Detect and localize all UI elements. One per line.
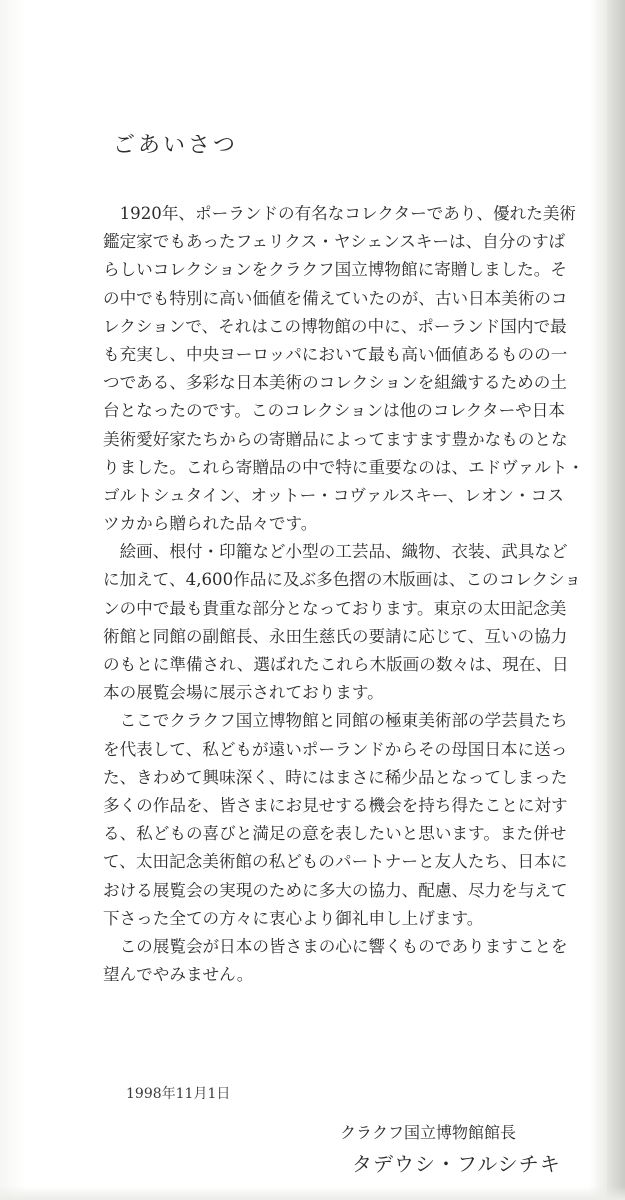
text-line: ここでクラクフ国立博物館と同館の極東美術部の学芸員たち xyxy=(103,711,568,731)
text-line: りました。これら寄贈品の中で特に重要なのは、エドヴァルト・ xyxy=(103,457,585,477)
body-text xyxy=(103,200,593,989)
text-line: に加えて、4,600作品に及ぶ多色摺の木版画は、このコレクショ xyxy=(103,570,581,590)
text-line: おける展覧会の実現のために多大の協力、配慮、尽力を与えて xyxy=(103,880,568,900)
text-line: つである、多彩な日本美術のコレクションを組織するための土 xyxy=(103,373,567,393)
page-edge-shadow xyxy=(607,0,625,1200)
text-line: も充実し、中央ヨーロッパにおいて最も高い価値あるものの一 xyxy=(103,344,568,364)
text-line: この展覧会が日本の皆さまの心に響くものでありますことを xyxy=(103,936,568,956)
text-line: て、太田記念美術館の私どものパートナーと友人たち、日本に xyxy=(103,852,568,872)
text-line: 台となったのです。このコレクションは他のコレクターや日本 xyxy=(103,401,565,421)
signature-name: タデウシ・フルシチキ xyxy=(352,1152,561,1176)
text-line: 下さった全ての方々に衷心より御礼申し上げます。 xyxy=(103,908,484,928)
text-line: ゴルトシュタイン、オットー・コヴァルスキー、レオン・コス xyxy=(103,485,564,505)
text-line: 絵画、根付・印籠など小型の工芸品、織物、衣装、武具など xyxy=(103,542,568,562)
signature-title: クラクフ国立博物館館長 xyxy=(340,1123,517,1142)
text-line: 望んでやみません。 xyxy=(103,965,254,985)
text-line: 多くの作品を、皆さまにお見せする機会を持ち得たことに対す xyxy=(103,795,568,815)
text-line: らしいコレクションをクラクフ国立博物館に寄贈しました。そ xyxy=(103,260,567,280)
text-line: ンの中で最も貴重な部分となっております。東京の太田記念美 xyxy=(103,598,567,618)
text-line: 鑑定家でもあったフェリクス・ヤシェンスキーは、自分のすば xyxy=(103,232,566,252)
page-bottom-shadow xyxy=(0,1186,625,1200)
text-line: レクションで、それはこの博物館の中に、ポーランド国内で最 xyxy=(103,316,567,336)
text-line: ツカから贈られた品々です。 xyxy=(103,514,318,534)
text-line: 1920年、ポーランドの有名なコレクターであり、優れた美術 xyxy=(103,204,577,223)
text-line: た、きわめて興味深く、時にはまさに稀少品となってしまった xyxy=(103,767,568,787)
text-line: の中でも特別に高い価値を備えていたのが、古い日本美術のコ xyxy=(103,288,568,308)
document-title: ごあいさつ xyxy=(113,133,239,158)
text-line: 術館と同館の副館長、永田生慈氏の要請に応じて、互いの協力 xyxy=(103,626,568,646)
text-line: 本の展覧会場に展示されております。 xyxy=(103,683,384,703)
text-line: のもとに準備され、選ばれたこれら木版画の数々は、現在、日 xyxy=(103,655,569,674)
document-date: 1998年11月1日 xyxy=(126,1086,231,1102)
text-line: る、私どもの喜びと満足の意を表したいと思います。また併せ xyxy=(103,824,567,844)
text-line: 美術愛好家たちからの寄贈品によってますます豊かなものとな xyxy=(103,429,568,449)
text-line: を代表して、私どもが遠いポーランドからその母国日本に送っ xyxy=(103,739,568,759)
